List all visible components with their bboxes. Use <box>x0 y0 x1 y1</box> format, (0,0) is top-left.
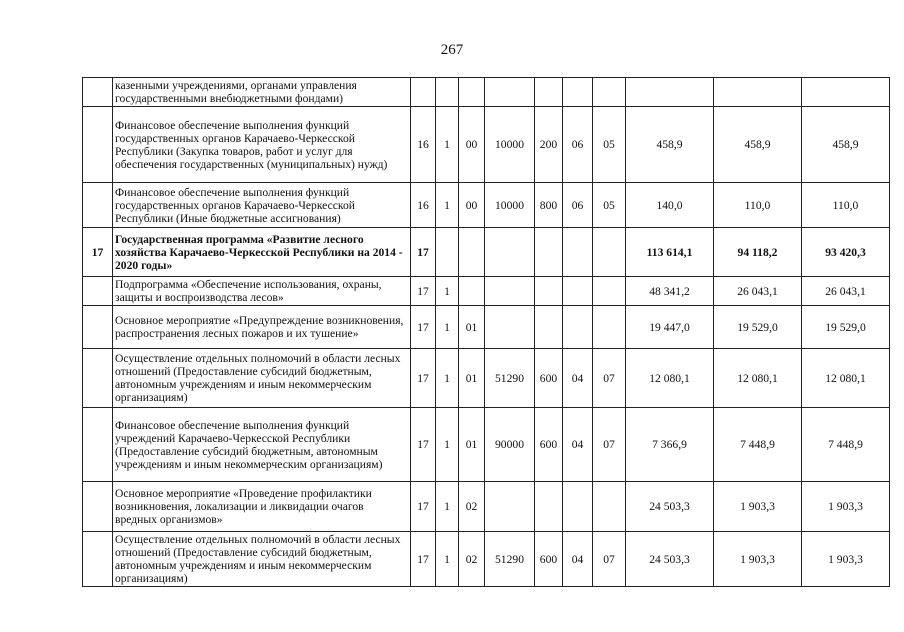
section-cell <box>563 78 593 107</box>
code-gp-cell <box>411 78 436 107</box>
name-cell: Финансовое обеспечение выполнения функций государственных органов Карачаево-Черкесской Республики (Иные бюджетные ассигнования) <box>113 183 411 228</box>
section-cell <box>563 228 593 277</box>
code-om-cell: 01 <box>459 349 485 408</box>
code-pp-cell: 1 <box>436 277 459 306</box>
code-pp-cell: 1 <box>436 349 459 408</box>
amount-year2-cell: 26 043,1 <box>714 277 802 306</box>
subsection-cell: 05 <box>593 107 626 183</box>
row-number-cell <box>83 408 113 482</box>
name-cell: Финансовое обеспечение выполнения функций учреждений Карачаево-Черкесской Республики (Предоставление субсидий бюджетным, автономным учреждениям и иным некоммерческим организациям) <box>113 408 411 482</box>
row-number-cell <box>83 306 113 349</box>
section-cell <box>563 306 593 349</box>
table-row <box>83 482 890 532</box>
amount-year1-cell: 12 080,1 <box>626 349 714 408</box>
subsection-cell: 07 <box>593 532 626 587</box>
table-row <box>83 408 890 482</box>
section-cell: 04 <box>563 532 593 587</box>
code-direction-cell: 10000 <box>485 183 535 228</box>
amount-year2-cell: 94 118,2 <box>714 228 802 277</box>
expense-type-cell: 600 <box>535 408 563 482</box>
code-pp-cell: 1 <box>436 482 459 532</box>
section-cell: 04 <box>563 408 593 482</box>
row-number-cell <box>83 349 113 408</box>
table-row <box>83 306 890 349</box>
code-om-cell <box>459 78 485 107</box>
subsection-cell <box>593 277 626 306</box>
table-row <box>83 349 890 408</box>
code-pp-cell <box>436 78 459 107</box>
code-gp-cell: 17 <box>411 306 436 349</box>
table-row <box>83 532 890 587</box>
amount-year3-cell: 1 903,3 <box>802 482 890 532</box>
subsection-cell: 07 <box>593 349 626 408</box>
code-direction-cell: 51290 <box>485 532 535 587</box>
expense-type-cell: 600 <box>535 532 563 587</box>
amount-year1-cell <box>626 78 714 107</box>
row-number-cell <box>83 482 113 532</box>
name-cell: казенными учреждениями, органами управления государственными внебюджетными фондами) <box>113 78 411 107</box>
amount-year1-cell: 48 341,2 <box>626 277 714 306</box>
name-cell: Основное мероприятие «Проведение профилактики возникновения, локализации и ликвидации очагов вредных организмов» <box>113 482 411 532</box>
code-gp-cell: 16 <box>411 183 436 228</box>
amount-year3-cell <box>802 78 890 107</box>
name-cell: Финансовое обеспечение выполнения функций государственных органов Карачаево-Черкесской Республики (Закупка товаров, работ и услуг для обеспечения государственных (муниципальных) нужд) <box>113 107 411 183</box>
budget-table <box>82 77 890 587</box>
amount-year1-cell: 113 614,1 <box>626 228 714 277</box>
code-pp-cell: 1 <box>436 183 459 228</box>
amount-year1-cell: 19 447,0 <box>626 306 714 349</box>
expense-type-cell <box>535 482 563 532</box>
section-cell: 04 <box>563 349 593 408</box>
code-gp-cell: 17 <box>411 532 436 587</box>
expense-type-cell: 200 <box>535 107 563 183</box>
table-row <box>83 228 890 277</box>
code-pp-cell: 1 <box>436 408 459 482</box>
code-om-cell: 00 <box>459 107 485 183</box>
code-direction-cell <box>485 306 535 349</box>
name-cell: Осуществление отдельных полномочий в области лесных отношений (Предоставление субсидий бюджетным, автономным учреждениям и иным некоммерческим организациям) <box>113 349 411 408</box>
row-number-cell <box>83 183 113 228</box>
amount-year2-cell: 110,0 <box>714 183 802 228</box>
amount-year3-cell: 19 529,0 <box>802 306 890 349</box>
code-pp-cell: 1 <box>436 306 459 349</box>
table-body <box>83 78 890 587</box>
code-direction-cell <box>485 482 535 532</box>
code-direction-cell <box>485 277 535 306</box>
code-gp-cell: 17 <box>411 408 436 482</box>
table-row <box>83 183 890 228</box>
code-pp-cell: 1 <box>436 532 459 587</box>
amount-year1-cell: 140,0 <box>626 183 714 228</box>
row-number-cell <box>83 107 113 183</box>
amount-year3-cell: 1 903,3 <box>802 532 890 587</box>
table-row <box>83 277 890 306</box>
subsection-cell <box>593 228 626 277</box>
code-gp-cell: 17 <box>411 482 436 532</box>
amount-year1-cell: 24 503,3 <box>626 482 714 532</box>
table-row <box>83 78 890 107</box>
amount-year2-cell: 7 448,9 <box>714 408 802 482</box>
code-gp-cell: 17 <box>411 228 436 277</box>
subsection-cell: 07 <box>593 408 626 482</box>
code-direction-cell: 51290 <box>485 349 535 408</box>
amount-year3-cell: 110,0 <box>802 183 890 228</box>
amount-year1-cell: 24 503,3 <box>626 532 714 587</box>
page-number: 267 <box>440 42 464 58</box>
name-cell: Государственная программа «Развитие лесного хозяйства Карачаево-Черкесской Республики на 2014 - 2020 годы» <box>113 228 411 277</box>
amount-year3-cell: 26 043,1 <box>802 277 890 306</box>
name-cell: Осуществление отдельных полномочий в области лесных отношений (Предоставление субсидий бюджетным, автономным учреждениям и иным некоммерческим организациям) <box>113 532 411 587</box>
code-direction-cell: 90000 <box>485 408 535 482</box>
section-cell: 06 <box>563 183 593 228</box>
section-cell <box>563 482 593 532</box>
code-gp-cell: 17 <box>411 277 436 306</box>
subsection-cell <box>593 482 626 532</box>
section-cell <box>563 277 593 306</box>
amount-year2-cell: 19 529,0 <box>714 306 802 349</box>
code-direction-cell: 10000 <box>485 107 535 183</box>
code-gp-cell: 16 <box>411 107 436 183</box>
expense-type-cell <box>535 277 563 306</box>
amount-year3-cell: 12 080,1 <box>802 349 890 408</box>
expense-type-cell <box>535 228 563 277</box>
amount-year3-cell: 458,9 <box>802 107 890 183</box>
code-om-cell: 02 <box>459 532 485 587</box>
amount-year3-cell: 7 448,9 <box>802 408 890 482</box>
code-direction-cell <box>485 78 535 107</box>
name-cell: Основное мероприятие «Предупреждение возникновения, распространения лесных пожаров и их тушение» <box>113 306 411 349</box>
row-number-cell <box>83 277 113 306</box>
name-cell: Подпрограмма «Обеспечение использования, охраны, защиты и воспроизводства лесов» <box>113 277 411 306</box>
subsection-cell <box>593 78 626 107</box>
subsection-cell <box>593 306 626 349</box>
code-om-cell: 01 <box>459 408 485 482</box>
amount-year2-cell: 12 080,1 <box>714 349 802 408</box>
amount-year3-cell: 93 420,3 <box>802 228 890 277</box>
subsection-cell: 05 <box>593 183 626 228</box>
amount-year2-cell <box>714 78 802 107</box>
code-om-cell: 00 <box>459 183 485 228</box>
row-number-cell <box>83 532 113 587</box>
amount-year1-cell: 458,9 <box>626 107 714 183</box>
section-cell: 06 <box>563 107 593 183</box>
expense-type-cell: 800 <box>535 183 563 228</box>
expense-type-cell <box>535 78 563 107</box>
code-pp-cell: 1 <box>436 107 459 183</box>
code-om-cell <box>459 277 485 306</box>
amount-year1-cell: 7 366,9 <box>626 408 714 482</box>
row-number-cell <box>83 78 113 107</box>
amount-year2-cell: 1 903,3 <box>714 532 802 587</box>
row-number-cell: 17 <box>83 228 113 277</box>
code-pp-cell <box>436 228 459 277</box>
code-om-cell: 02 <box>459 482 485 532</box>
code-om-cell: 01 <box>459 306 485 349</box>
expense-type-cell <box>535 306 563 349</box>
code-direction-cell <box>485 228 535 277</box>
expense-type-cell: 600 <box>535 349 563 408</box>
code-om-cell <box>459 228 485 277</box>
amount-year2-cell: 1 903,3 <box>714 482 802 532</box>
table-row <box>83 107 890 183</box>
amount-year2-cell: 458,9 <box>714 107 802 183</box>
code-gp-cell: 17 <box>411 349 436 408</box>
